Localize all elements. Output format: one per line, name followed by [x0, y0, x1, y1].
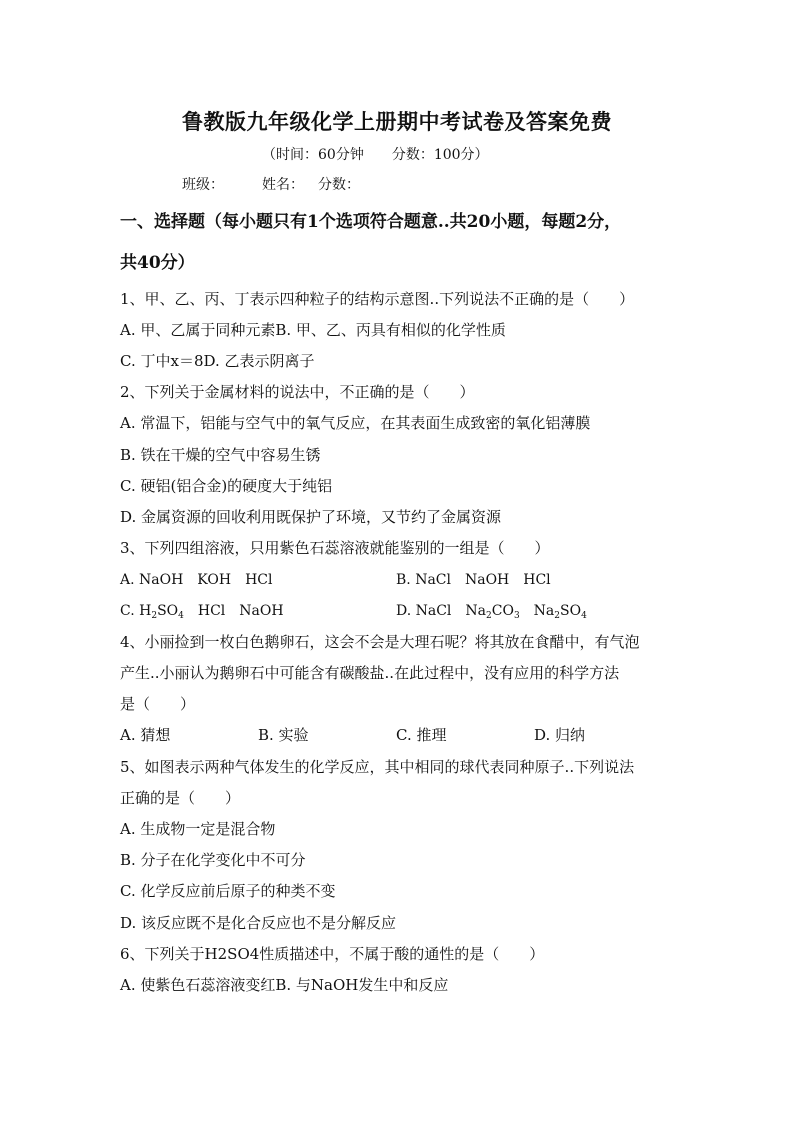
question-1-stem: 1、甲、乙、丙、丁表示四种粒子的结构示意图..下列说法不正确的是（ ）: [120, 290, 635, 308]
question-4-stem-line3: 是（ ）: [120, 695, 196, 713]
question-4-option-d: D. 归纳: [534, 726, 586, 744]
time-info: （时间：60分钟 分数：100分）: [262, 147, 489, 163]
question-4-stem-line2: 产生..小丽认为鹅卵石中可能含有碳酸盐..在此过程中，没有应用的科学方法: [120, 664, 620, 682]
question-5-option-d: D. 该反应既不是化合反应也不是分解反应: [120, 914, 397, 932]
score-label: 分数：: [318, 177, 360, 193]
question-4-option-c: C. 推理: [396, 726, 447, 744]
question-5-option-a: A. 生成物一定是混合物: [120, 820, 276, 838]
question-2-option-d: D. 金属资源的回收利用既保护了环境，又节约了金属资源: [120, 508, 502, 526]
question-3-option-d: D. NaCl $Na_2CO_3$ $Na_2SO_4$: [396, 603, 587, 621]
question-6-stem: 6、下列关于H2SO4性质描述中，不属于酸的通性的是（ ）: [120, 945, 545, 963]
question-4-option-b: B. 实验: [258, 726, 309, 744]
question-3-stem: 3、下列四组溶液，只用紫色石蕊溶液就能鉴别的一组是（ ）: [120, 539, 550, 557]
section-heading-line1: 一、选择题（每小题只有1个选项符合题意..共20小题，每题2分，: [120, 212, 622, 232]
class-label: 班级：: [182, 177, 224, 193]
question-2-stem: 2、下列关于金属材料的说法中，不正确的是（ ）: [120, 383, 475, 401]
question-2-option-b: B. 铁在干燥的空气中容易生锈: [120, 446, 321, 464]
question-4-option-a: A. 猜想: [120, 726, 171, 744]
question-4-stem-line1: 4、小丽捡到一枚白色鹅卵石，这会不会是大理石呢？将其放在食醋中，有气泡: [120, 633, 640, 651]
question-2-option-c: C. 硬铝(铝合金)的硬度大于纯铝: [120, 477, 333, 495]
question-2-option-a: A. 常温下，铝能与空气中的氧气反应，在其表面生成致密的氧化铝薄膜: [120, 414, 591, 432]
question-6-options-ab: A. 使紫色石蕊溶液变红B. 与NaOH发生中和反应: [120, 976, 449, 994]
question-5-stem-line1: 5、如图表示两种气体发生的化学反应，其中相同的球代表同种原子..下列说法: [120, 758, 635, 776]
question-3-option-a: A. NaOH KOH HCl: [120, 572, 273, 588]
question-5-option-b: B. 分子在化学变化中不可分: [120, 851, 306, 869]
name-label: 姓名：: [262, 177, 304, 193]
question-5-stem-line2: 正确的是（ ）: [120, 789, 241, 807]
question-3-option-c: C. $H_2SO_4$ HCl NaOH: [120, 603, 284, 621]
question-1-options-cd: C. 丁中x＝8D. 乙表示阴离子: [120, 352, 315, 370]
question-1-options-ab: A. 甲、乙属于同种元素B. 甲、乙、丙具有相似的化学性质: [120, 321, 506, 339]
question-3-option-b: B. NaCl NaOH HCl: [396, 572, 551, 588]
section-heading-line2: 共40分）: [120, 253, 195, 273]
question-5-option-c: C. 化学反应前后原子的种类不变: [120, 882, 336, 900]
page-title: 鲁教版九年级化学上册期中考试卷及答案免费: [182, 109, 612, 134]
